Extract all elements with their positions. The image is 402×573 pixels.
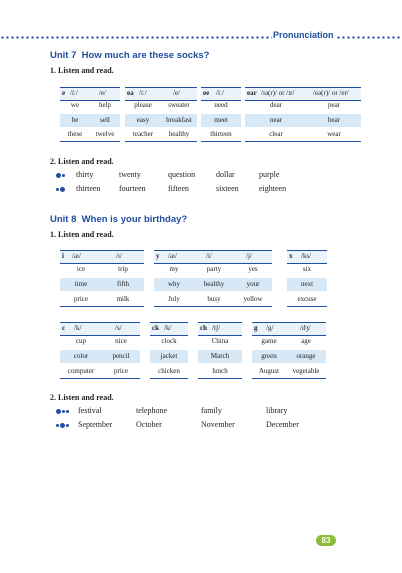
unit7-instruction-1: 1. Listen and read. (50, 66, 114, 75)
word: library (266, 406, 288, 415)
table-header: /eə(r)/ or /er/ (313, 89, 349, 97)
table-header: /iː/ (139, 89, 147, 97)
table-cell: dear (269, 101, 283, 109)
table-cell: price (114, 367, 128, 375)
table-header: /e/ (99, 89, 106, 97)
table-cell: price (74, 295, 88, 303)
word: December (266, 420, 299, 429)
unit7-table-e (60, 87, 120, 143)
unit8-table-g (252, 322, 326, 380)
word: question (168, 170, 196, 179)
table-cell: yellow (243, 295, 263, 303)
word: purple (259, 170, 280, 179)
unit7-table-ea (125, 87, 197, 143)
unit8-table-ck (150, 322, 188, 380)
table-header: i (62, 252, 64, 260)
word: September (78, 420, 113, 429)
unit8-number: Unit 8 (50, 214, 77, 225)
table-cell: need (214, 101, 228, 109)
table-cell: thirteen (210, 130, 232, 138)
unit8-table-y (154, 250, 272, 308)
table-header: c (62, 324, 66, 332)
table-header: /k/ (164, 324, 172, 332)
table-cell: clear (269, 130, 283, 138)
table-header: /i/ (206, 252, 212, 260)
table-cell: these (67, 130, 83, 138)
table-cell: six (302, 265, 312, 273)
table-cell: we (70, 101, 80, 109)
table-header: /iː/ (216, 89, 224, 97)
table-cell: time (74, 280, 88, 288)
table-header: y (156, 252, 160, 260)
table-header: /dʒ/ (300, 324, 311, 332)
table-header: /ks/ (301, 252, 312, 260)
table-header: /iː/ (70, 89, 78, 97)
table-header: /aɪ/ (72, 252, 81, 260)
table-header: ear (247, 89, 257, 97)
table-header: /ɪ/ (116, 252, 122, 260)
table-cell: your (246, 280, 260, 288)
table-cell: China (211, 337, 229, 345)
table-cell: my (169, 265, 179, 273)
table-cell: yes (248, 265, 258, 273)
unit8-heading (50, 214, 187, 225)
table-cell: July (168, 295, 180, 303)
table-cell: why (167, 280, 181, 288)
header-dotted-line (0, 36, 272, 39)
word: eighteen (259, 184, 287, 193)
table-header: /ɪə(r)/ or /ɪr/ (261, 89, 295, 97)
table-header: ck (152, 324, 159, 332)
table-cell: clock (161, 337, 177, 345)
stress-dots-icon (56, 420, 70, 429)
table-cell: cup (75, 337, 87, 345)
table-header: /j/ (246, 252, 252, 260)
table-header: ee (203, 89, 210, 97)
table-header: g (254, 324, 258, 332)
table-cell: be (71, 116, 79, 124)
stress-dots-icon (56, 406, 70, 415)
table-cell: pencil (112, 352, 130, 360)
word: family (201, 406, 222, 415)
word: fourteen (119, 184, 146, 193)
unit8-table-x (287, 250, 327, 308)
table-header: e (62, 89, 66, 97)
word: dollar (216, 170, 235, 179)
table-cell: trip (118, 265, 128, 273)
table-cell: help (98, 101, 112, 109)
word: sixteen (216, 184, 239, 193)
unit8-title: When is your birthday? (81, 214, 188, 225)
word: thirty (76, 170, 94, 179)
unit7-instruction-2: 2. Listen and read. (50, 157, 114, 166)
table-cell: sweater (168, 101, 190, 109)
table-cell: bear (327, 116, 341, 124)
header-dotted-line-right (336, 36, 402, 39)
table-header: /g/ (266, 324, 274, 332)
table-cell: excuse (297, 295, 317, 303)
unit7-table-ear (245, 87, 361, 143)
table-cell: healthy (203, 280, 225, 288)
table-cell: vegetable (292, 367, 320, 375)
table-cell: computer (67, 367, 95, 375)
unit8-table-c (60, 322, 140, 380)
table-cell: age (301, 337, 311, 345)
table-cell: please (134, 101, 152, 109)
stress-dots-icon (56, 184, 66, 193)
table-header: ch (200, 324, 207, 332)
unit8-instruction-1: 1. Listen and read. (50, 230, 114, 239)
table-cell: orange (296, 352, 316, 360)
table-cell: chicken (158, 367, 180, 375)
table-cell: August (258, 367, 280, 375)
word: twenty (119, 170, 141, 179)
table-header: /tʃ/ (212, 324, 221, 332)
word: festival (78, 406, 102, 415)
table-cell: easy (136, 116, 150, 124)
table-header: /e/ (173, 89, 180, 97)
word: thirteen (76, 184, 101, 193)
unit7-title: How much are these socks? (81, 50, 210, 61)
table-cell: milk (116, 295, 130, 303)
table-cell: wear (327, 130, 341, 138)
table-cell: jacket (160, 352, 178, 360)
table-cell: pear (327, 101, 341, 109)
table-cell: lunch (212, 367, 228, 375)
table-header: /k/ (74, 324, 82, 332)
table-cell: teacher (132, 130, 154, 138)
table-header: /s/ (115, 324, 122, 332)
table-cell: breakfast (166, 116, 192, 124)
unit8-table-ch (198, 322, 242, 380)
word: October (136, 420, 162, 429)
section-title: Pronunciation (273, 30, 334, 40)
table-header: /aɪ/ (168, 252, 177, 260)
table-cell: twelve (95, 130, 115, 138)
table-cell: next (300, 280, 314, 288)
word: November (201, 420, 235, 429)
page-number: 83 (316, 535, 336, 546)
word: fifteen (168, 184, 189, 193)
unit7-number: Unit 7 (50, 50, 77, 61)
stress-dots-icon (56, 170, 66, 179)
table-header: ea (127, 89, 134, 97)
unit8-table-i (60, 250, 144, 308)
table-cell: game (261, 337, 277, 345)
table-cell: near (269, 116, 283, 124)
table-cell: busy (207, 295, 221, 303)
table-header: x (289, 252, 293, 260)
unit7-heading (50, 50, 209, 61)
table-cell: party (206, 265, 222, 273)
table-cell: color (73, 352, 89, 360)
table-cell: fifth (116, 280, 130, 288)
table-cell: nice (115, 337, 127, 345)
table-cell: healthy (168, 130, 190, 138)
table-cell: ice (76, 265, 86, 273)
table-cell: meet (214, 116, 228, 124)
unit7-table-ee (201, 87, 241, 143)
unit8-instruction-2: 2. Listen and read. (50, 393, 114, 402)
table-cell: green (261, 352, 277, 360)
table-cell: sell (100, 116, 110, 124)
table-cell: March (210, 352, 230, 360)
word: telephone (136, 406, 168, 415)
